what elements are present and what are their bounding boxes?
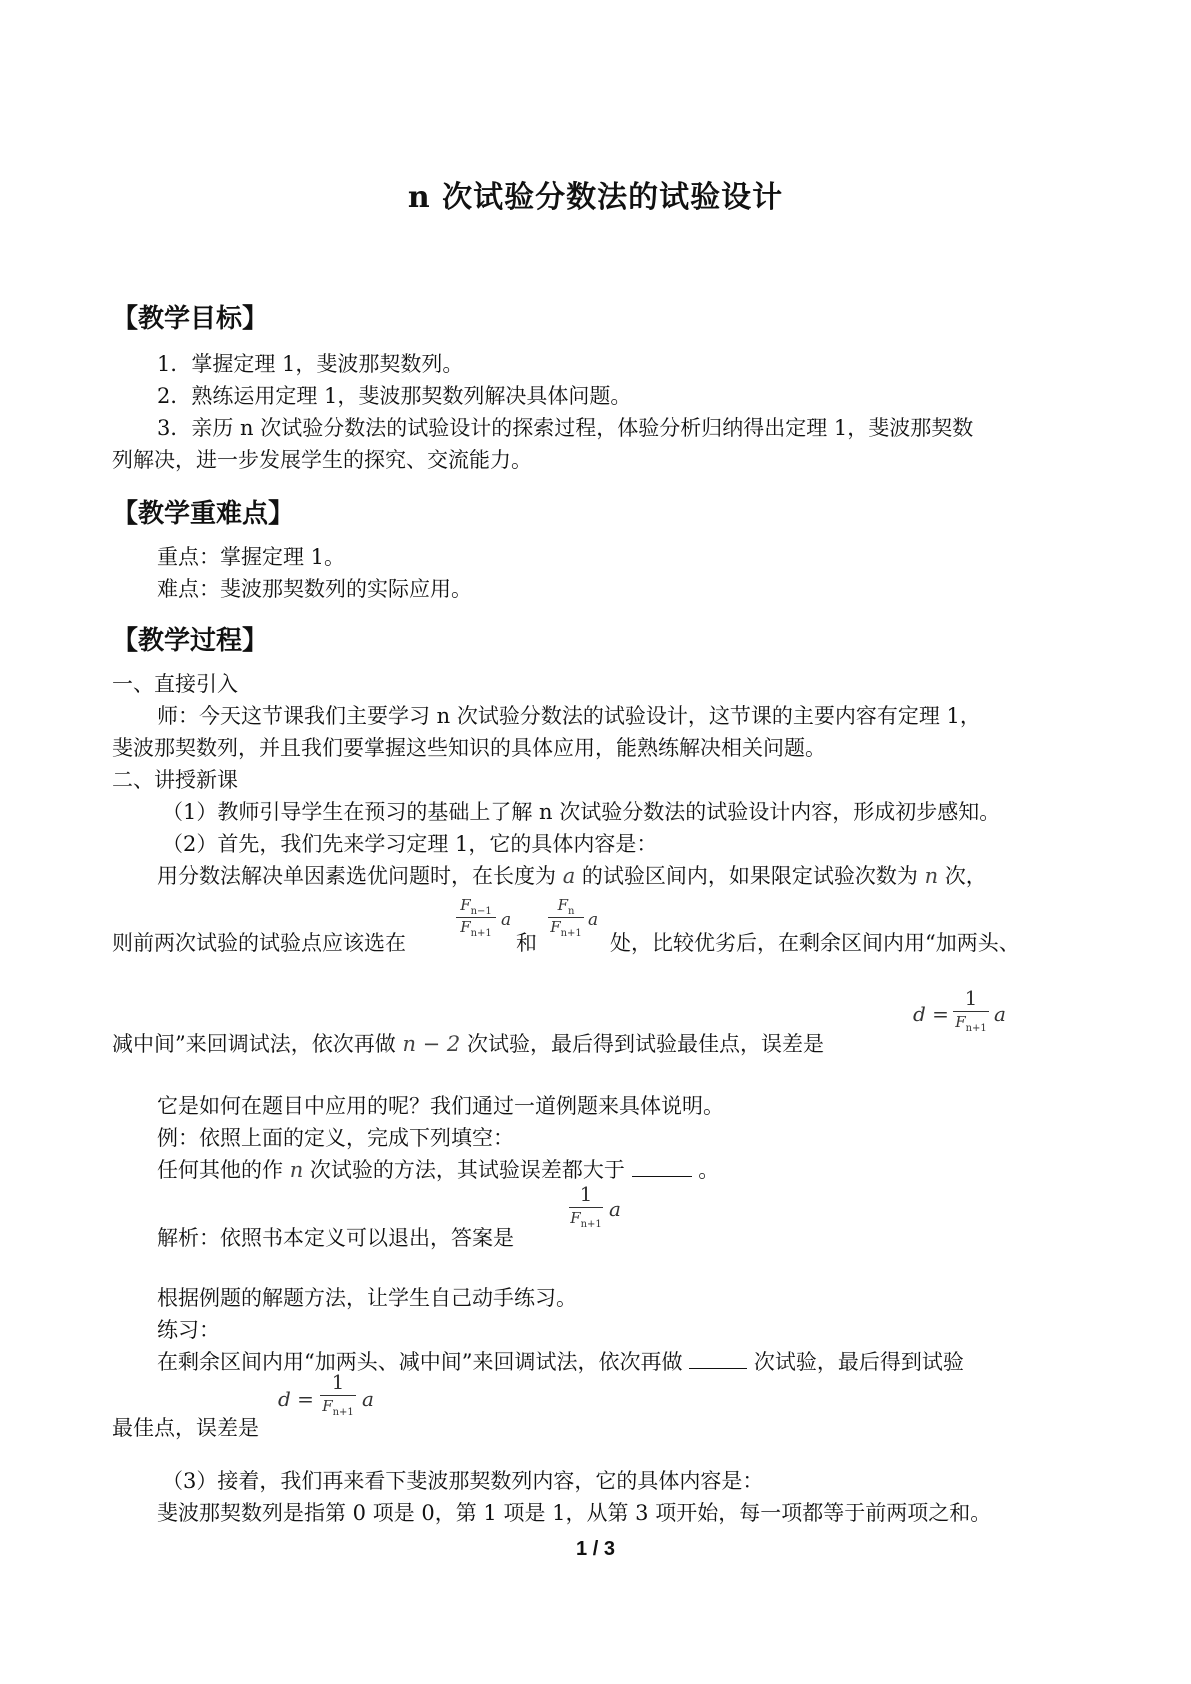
objective-item: 列解决，进一步发展学生的探究、交流能力。: [112, 448, 532, 472]
part-title: 二、讲授新课: [112, 768, 238, 792]
paragraph-line: （2）首先，我们先来学习定理 1，它的具体内容是：: [162, 832, 658, 856]
fill-blank: [689, 1350, 747, 1369]
math-variable-a: a: [562, 864, 576, 888]
theorem-text: 次试验，最后得到试验最佳点，误差是: [466, 1032, 824, 1056]
paragraph-line: （1）教师引导学生在预习的基础上了解 n 次试验分数法的试验设计内容，形成初步感知。: [162, 800, 1001, 824]
objective-item: 1．掌握定理 1，斐波那契数列。: [157, 352, 464, 376]
paragraph-line: 斐波那契数列，并且我们要掌握这些知识的具体应用，能熟练解决相关问题。: [112, 736, 826, 760]
section-heading-objectives: 【教学目标】: [112, 304, 269, 334]
practice-question: 最佳点，误差是: [112, 1416, 259, 1440]
theorem-text: 处，比较优劣后，在剩余区间内用“加两头、: [610, 931, 1020, 955]
fraction-fn-over-fn1: $F_n$ $F_{n+1}$: [548, 898, 584, 939]
math-expression-n-minus-2: n − 2: [402, 1032, 461, 1056]
section-heading-keypoints: 【教学重难点】: [112, 499, 295, 529]
part-title: 一、直接引入: [112, 672, 238, 696]
question-text: 任何其他的作: [157, 1158, 283, 1182]
keypoint-item: 难点：斐波那契数列的实际应用。: [157, 577, 472, 601]
example-label: 例：依照上面的定义，完成下列填空：: [157, 1126, 514, 1150]
theorem-line: [112, 1030, 824, 1058]
math-variable-a: a: [362, 1387, 374, 1411]
question-text: 次试验的方法，其试验误差都大于: [309, 1158, 625, 1182]
question-text: 次试验，最后得到试验: [753, 1350, 964, 1374]
theorem-line: [157, 862, 987, 890]
page-title: n 次试验分数法的试验设计: [407, 180, 784, 215]
theorem-line: [112, 929, 406, 957]
math-variable-a: a: [994, 1002, 1006, 1026]
objective-item: 2．熟练运用定理 1，斐波那契数列解决具体问题。: [157, 384, 632, 408]
fraction-one-over-fn1: 1 $F_{n+1}$: [570, 1182, 602, 1230]
math-variable-a: a: [501, 910, 512, 930]
math-variable-n: n: [289, 1158, 304, 1182]
theorem-text: 减中间”来回调试法，依次再做: [112, 1032, 396, 1056]
theorem-text: 和: [516, 931, 537, 955]
formula-d-eq: d =: [913, 1002, 949, 1026]
fraction-one-over-fn1: 1 $F_{n+1}$: [953, 988, 989, 1034]
section-heading-process: 【教学过程】: [112, 626, 269, 656]
paragraph-line: 斐波那契数列是指第 0 项是 0，第 1 项是 1，从第 3 项开始，每一项都等于前两项之和。: [157, 1501, 992, 1525]
objective-item: 3．亲历 n 次试验分数法的试验设计的探索过程，体验分析归纳得出定理 1，斐波那契数: [157, 416, 974, 440]
fill-blank: [632, 1158, 692, 1177]
keypoint-item: 重点：掌握定理 1。: [157, 545, 346, 569]
paragraph-line: 师：今天这节课我们主要学习 n 次试验分数法的试验设计，这节课的主要内容有定理 1，: [157, 704, 981, 728]
math-variable-n: n: [924, 864, 939, 888]
theorem-text: 次，: [944, 864, 987, 888]
page-number: 1 / 3: [576, 1538, 615, 1560]
question-text: 在剩余区间内用“加两头、减中间”来回调试法，依次再做: [157, 1350, 683, 1374]
fraction-fn1-over-fn1: $F_{n-1}$ $F_{n+1}$: [456, 898, 496, 939]
theorem-text: 的试验区间内，如果限定试验次数为: [581, 864, 918, 888]
analysis-line: 解析：依照书本定义可以退出，答案是: [157, 1226, 514, 1250]
theorem-text: 则前两次试验的试验点应该选在: [112, 931, 406, 955]
paragraph-line: 它是如何在题目中应用的呢？我们通过一道例题来具体说明。: [157, 1094, 724, 1118]
question-text: 。: [698, 1158, 720, 1182]
practice-label: 练习：: [157, 1318, 220, 1342]
example-question: [157, 1156, 719, 1184]
math-variable-a: a: [588, 910, 599, 930]
fraction-one-over-fn1: 1 $F_{n+1}$: [320, 1372, 356, 1418]
math-variable-a: a: [609, 1197, 621, 1221]
practice-question: [157, 1348, 964, 1376]
formula-d-eq: d =: [278, 1387, 314, 1411]
paragraph-line: 根据例题的解题方法，让学生自己动手练习。: [157, 1286, 577, 1310]
theorem-text: 用分数法解决单因素选优问题时，在长度为: [157, 864, 556, 888]
paragraph-line: （3）接着，我们再来看下斐波那契数列内容，它的具体内容是：: [162, 1469, 764, 1493]
